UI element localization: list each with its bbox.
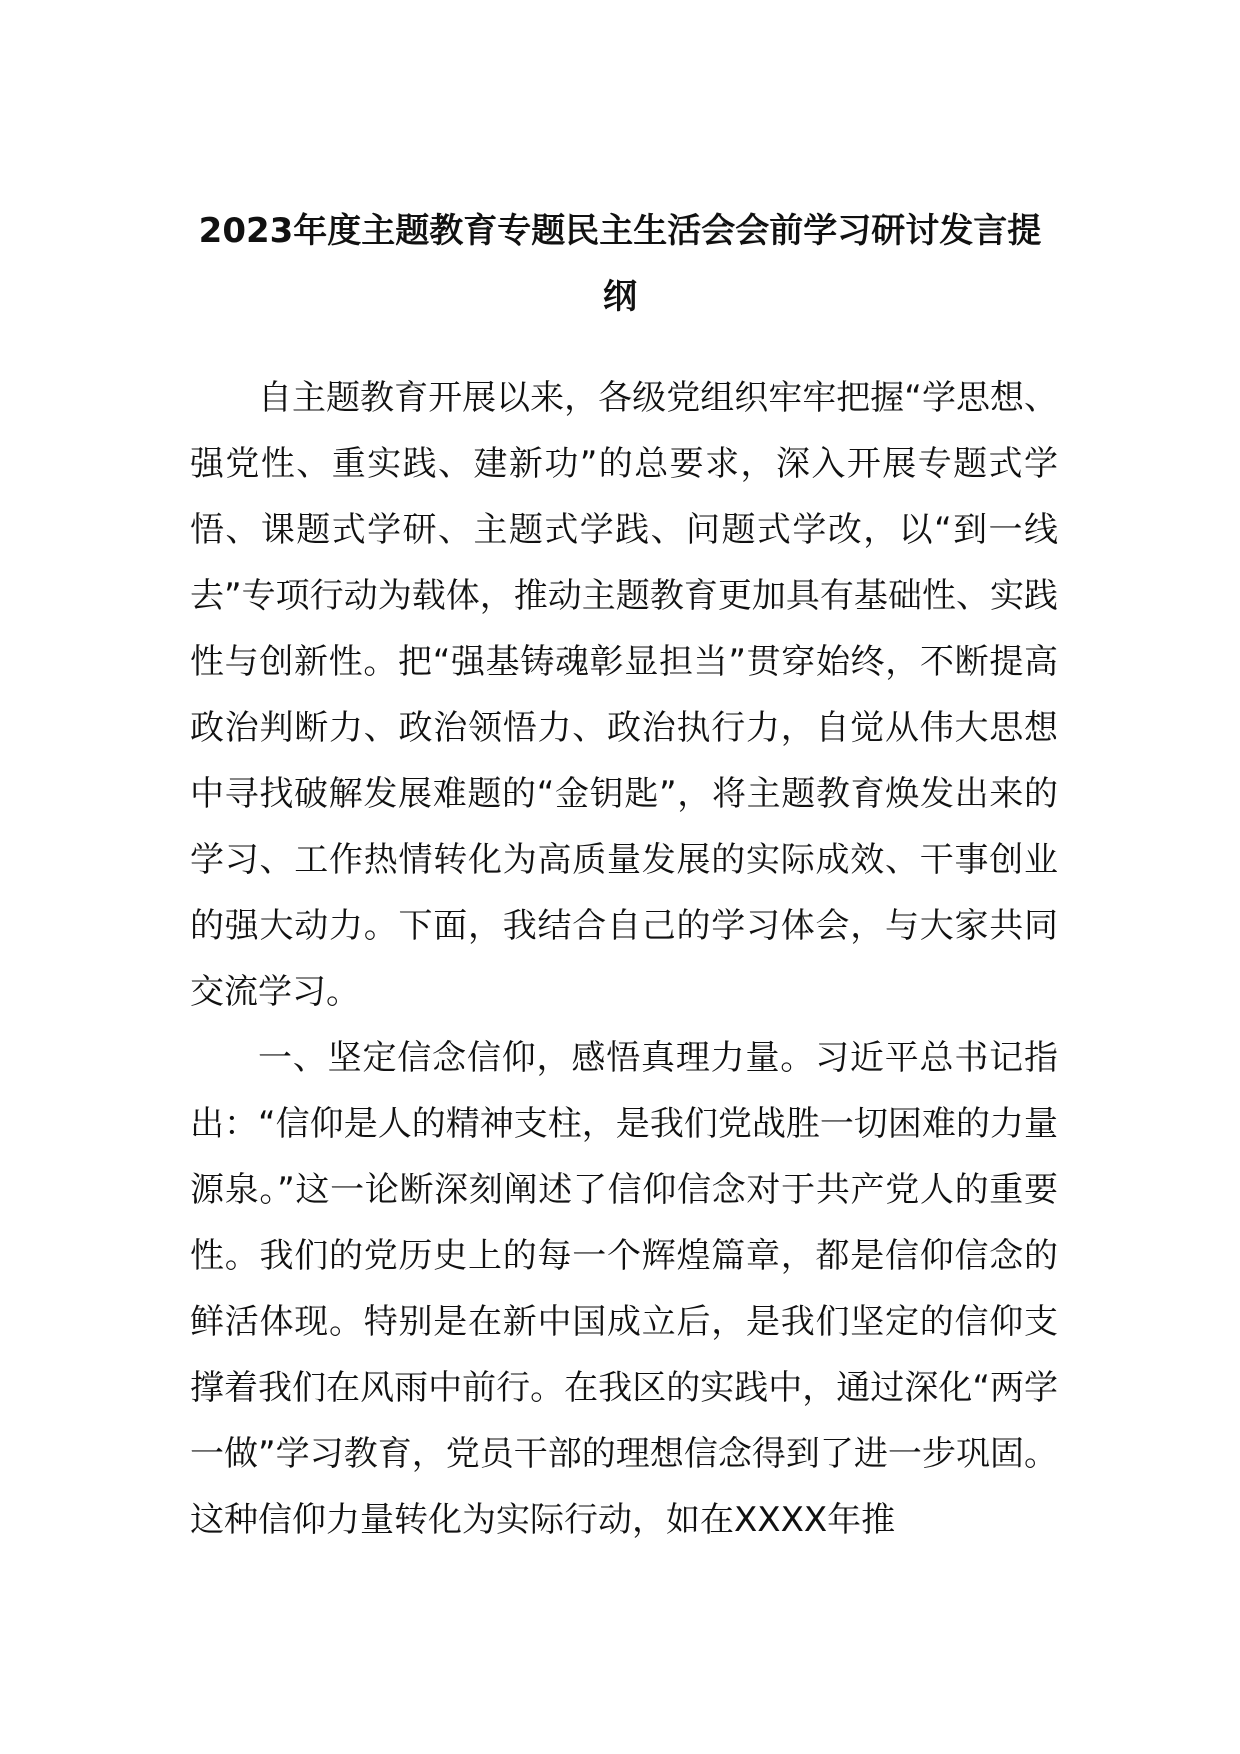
document-body [190,365,1058,1553]
paragraph-section-1: 一、坚定信念信仰，感悟真理力量。习近平总书记指出：“信仰是人的精神支柱，是我们党战胜一切困难的力量源泉。”这一论断深刻阐述了信仰信念对于共产党人的重要性。我们的党历史上的每一个辉煌篇章，都是信仰信念的鲜活体现。特别是在新中国成立后，是我们坚定的信仰支撑着我们在风雨中前行。在我区的实践中，通过深化“两学一做”学习教育，党员干部的理想信念得到了进一步巩固。这种信仰力量转化为实际行动，如在XXXX年推 [190,1038,1058,1540]
paragraph-intro: 自主题教育开展以来，各级党组织牢牢把握“学思想、强党性、重实践、建新功”的总要求，深入开展专题式学悟、课题式学研、主题式学践、问题式学改，以“到一线去”专项行动为载体，推动主题教育更加具有基础性、实践性与创新性。把“强基铸魂彰显担当”贯穿始终，不断提高政治判断力、政治领悟力、政治执行力，自觉从伟大思想中寻找破解发展难题的“金钥匙”，将主题教育焕发出来的学习、工作热情转化为高质量发展的实际成效、干事创业的强大动力。下面，我结合自己的学习体会，与大家共同交流学习。 [190,378,1058,1012]
document-title: 2023年度主题教育专题民主生活会会前学习研讨发言提纲 [198,211,1042,317]
